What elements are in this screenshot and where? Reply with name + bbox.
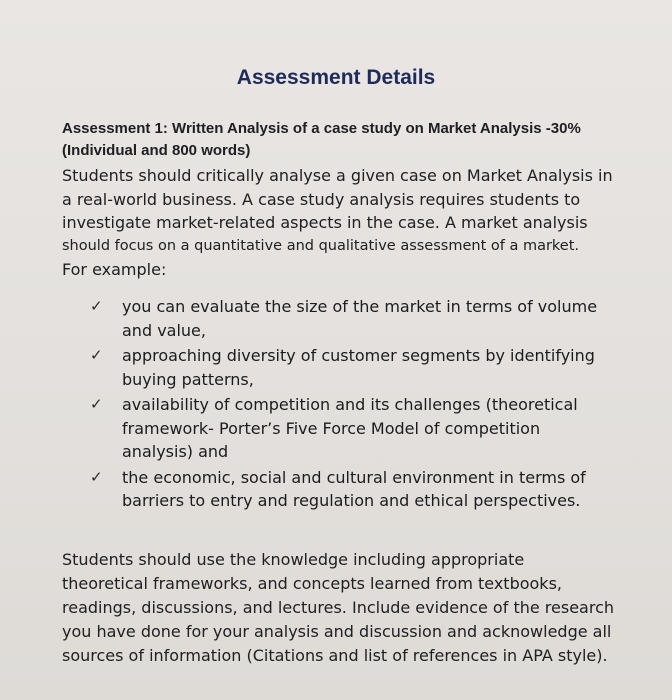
list-item-line: and value, [122, 320, 206, 340]
intro-line: investigate market-related aspects in the case. A market analysis [62, 213, 588, 232]
list-item-line: you can evaluate the size of the market in terms of volume [122, 297, 598, 316]
intro-line: a real-world business. A case study analysis requires students to [62, 189, 581, 209]
intro-line: Students should critically analyse a given case on Market Analysis in [62, 166, 613, 185]
closing-line: readings, discussions, and lectures. Include evidence of the research [62, 598, 614, 617]
checkmark-icon: ✓ [90, 297, 103, 315]
examples-list [62, 295, 652, 515]
heading-line: Assessment 1: Written Analysis of a case study on Market Analysis -30% [62, 120, 581, 137]
heading-line: (Individual and 800 words) [62, 142, 251, 159]
closing-line: sources of information (Citations and list of references in APA style). [62, 646, 608, 665]
checkmark-icon: ✓ [90, 467, 103, 486]
list-item-line: framework- Porter’s Five Force Model of competition [122, 418, 541, 438]
list-item-line: analysis) and [122, 442, 229, 461]
list-item-line: approaching diversity of customer segments by identifying [122, 346, 595, 365]
intro-line: For example: [62, 260, 167, 279]
closing-paragraph [62, 548, 657, 668]
list-item [62, 344, 652, 391]
closing-line: Students should use the knowledge including appropriate [62, 550, 525, 569]
list-item [62, 393, 652, 464]
checkmark-icon: ✓ [90, 346, 103, 364]
list-item [62, 466, 652, 513]
closing-line: you have done for your analysis and discussion and acknowledge all [62, 622, 612, 641]
intro-line: should focus on a quantitative and qualitative assessment of a market. [62, 237, 580, 254]
list-item [62, 295, 652, 342]
intro-paragraph [62, 164, 652, 282]
closing-line: theoretical frameworks, and concepts learned from textbooks, [62, 574, 562, 593]
list-item-line: buying patterns, [122, 369, 254, 389]
checkmark-icon: ✓ [90, 395, 103, 413]
page-title: Assessment Details [236, 66, 436, 89]
list-item-line: barriers to entry and regulation and ethical perspectives. [122, 491, 581, 510]
list-item-line: availability of competition and its challenges (theoretical [122, 395, 578, 414]
assessment-heading [62, 118, 642, 162]
list-item-line: the economic, social and cultural environment in terms of [122, 467, 586, 487]
